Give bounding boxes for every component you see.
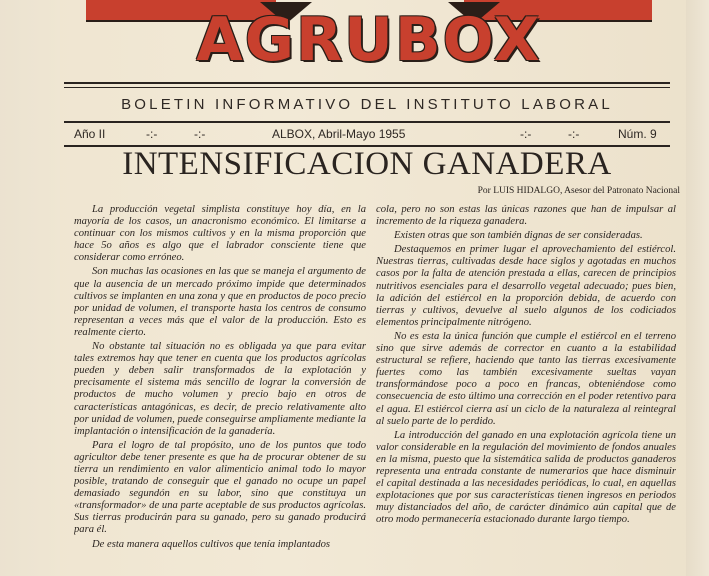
masthead-rule-top <box>64 82 670 84</box>
article-byline: Por LUIS HIDALGO, Asesor del Patronato Nacional <box>477 186 680 196</box>
paragraph: No obstante tal situación no es obligada ya que para evitar tales extremos hay que tener en cuenta que los productos agrícolas pueden y deben salir transformados de la explotación y precisamente el sistema más sencillo de lograr la conversión de productos de mucho volumen y precio bajo en otros de características antagónicas, es decir, de precio relativamente alto por unidad de volumen, puede conseguirse ampliamente mediante la implantación o intensificación de la ganadería. <box>74 341 366 437</box>
issue-year: Año II <box>74 127 106 141</box>
issue-info-line <box>70 127 670 145</box>
paragraph: Existen otras que son también dignas de ser consideradas. <box>394 230 643 242</box>
separator: -:- <box>146 127 158 141</box>
info-rule-top <box>64 121 670 123</box>
paragraph: Para el logro de tal propósito, uno de los puntos que todo agricultor debe tener presente es que ha de procurar obtener de su tierra un rendimiento en valor alimenticio animal todo lo mayor posible, tratando de conseguir que el ganado no ocupe un papel demasiado segundón en su labor, sino que constituya un «transformador» de una parte aceptable de sus productos agrícolas. Sus tierras producirán para su ganado, pero su ganado producirá para él. <box>74 439 366 536</box>
article-column-left <box>74 204 366 576</box>
paragraph: La producción vegetal simplista constituye hoy día, en la mayoría de los casos, un anacronismo económico. El limitarse a continuar con los mismos cultivos y en la misma proporción que hace 5o años es algo que el labrador consciente tiene que considerar como erróneo. <box>74 204 366 264</box>
masthead-banner <box>64 0 670 82</box>
separator: -:- <box>568 127 580 141</box>
paragraph: Destaquemos en primer lugar el aprovechamiento del estiércol. Nuestras tierras, cultivadas desde hace siglos y agotadas en muchos casos por la falta de atención prestada a ellas, carecen de principios nutritivos esenciales para el desarrollo vegetal adecuado; pues bien, la adición del estiércol en la proporción debida, de acuerdo con tierras y cultivos, devuelve al suelo algunos de los codiciados elementos principalmente nitrógeno. <box>376 244 676 328</box>
adjacent-page-right-edge <box>686 0 709 576</box>
masthead-title: AGRUBOX <box>196 5 542 75</box>
paragraph: De esta manera aquellos cultivos que tenía implantados <box>92 538 331 550</box>
paragraph: No es esta la única función que cumple el estiércol en el terreno sino que sirve además de corrector en cuanto a la estabilidad estructural se refiere, haciendo que tanto las tierras excesivamente fuertes como las también excesivamente sueltas vayan transformándose poco a poco en francas, obteniéndose como consecuencia de esto último una corrección en el poder retentivo para el agua. El estiércol cierra así un ciclo de la naturaleza al reintegral al suelo parte de lo perdido. <box>376 330 676 427</box>
issue-place-date: ALBOX, Abril-Mayo 1955 <box>272 127 406 141</box>
article-column-right <box>376 204 676 576</box>
paragraph: cola, pero no son estas las únicas razones que han de impulsar al incremento de la riqueza ganadera. <box>376 204 676 228</box>
masthead-rule-inner <box>64 87 670 88</box>
adjacent-page-left-edge <box>0 0 60 576</box>
separator: -:- <box>194 127 206 141</box>
paragraph: La introducción del ganado en una explotación agrícola tiene un valor considerable en la regulación del movimiento de fondos anuales en la misma, puesto que la sistemática salida de productos ganaderos representa una entrada constante de numerarios que hace disminuir el capital destinada a las necesidades periódicas, lo cual, en aquellas explotaciones que por sus características tienen ingresos en periodos muy distanciados del año, de carácter dinámico aún capital que de otro modo permanecería estacionado durante largo tiempo. <box>376 429 676 526</box>
separator: -:- <box>520 127 532 141</box>
masthead-subtitle: BOLETIN INFORMATIVO DEL INSTITUTO LABORAL <box>121 96 613 113</box>
article-headline: INTENSIFICACION GANADERA <box>122 146 612 182</box>
paragraph: Son muchas las ocasiones en las que se maneja el argumento de que la ausencia de un mercado próximo impide que determinados cultivos se implanten en una zona y que en productos de poco precio por unidad de volumen, el transporte hasta los centros de consumo representan a veces más que el valor de la producción. Esto es realmente cierto. <box>74 266 366 338</box>
issue-number: Núm. 9 <box>618 127 657 141</box>
